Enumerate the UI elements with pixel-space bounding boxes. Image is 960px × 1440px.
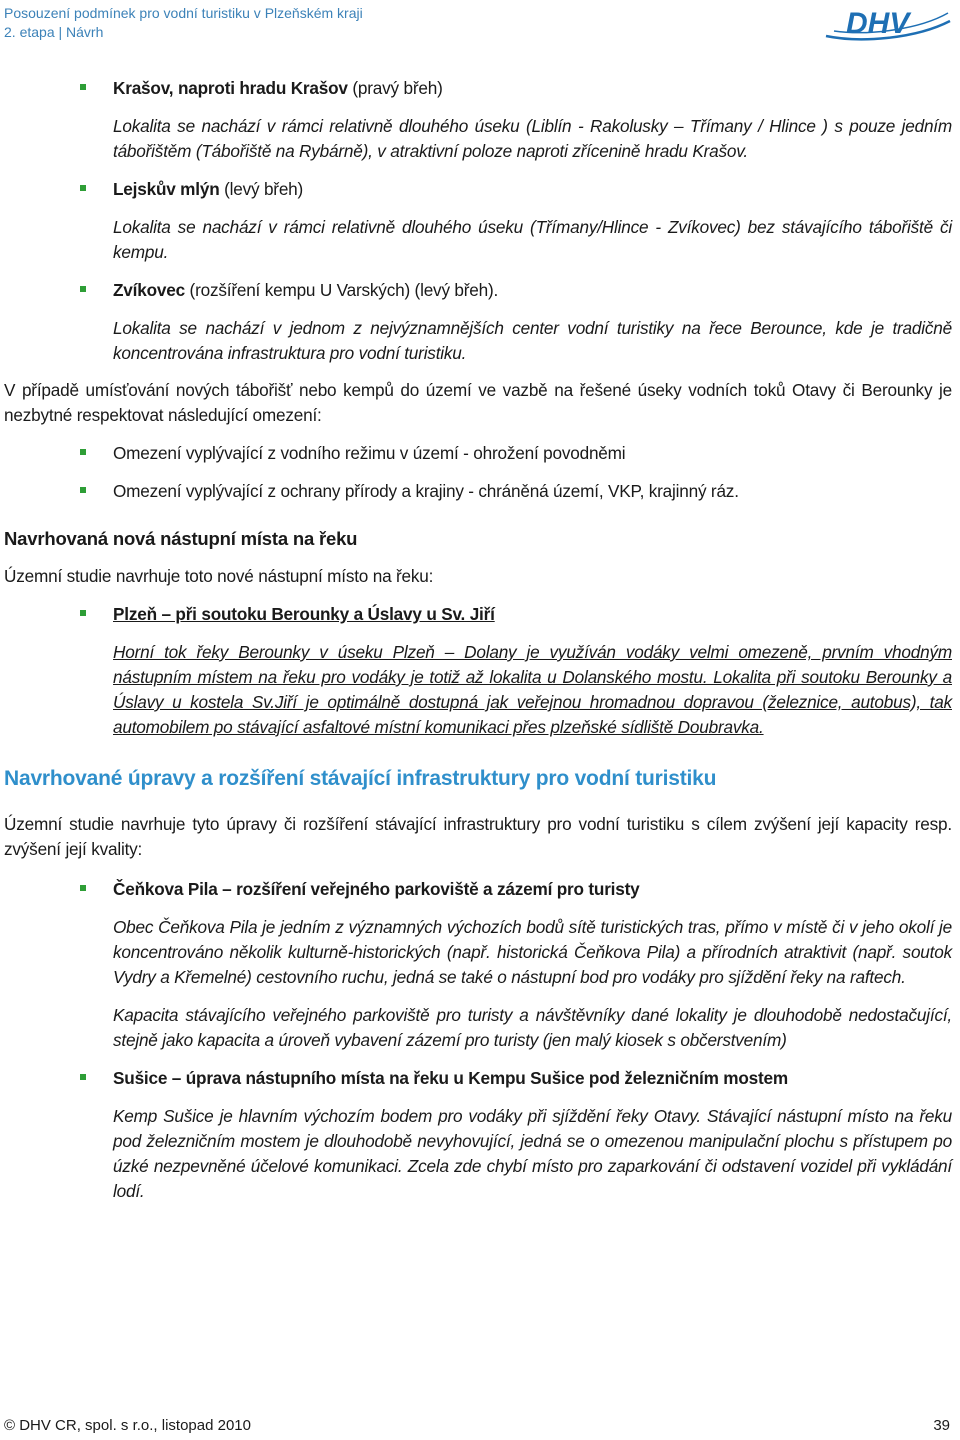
dhv-logo (820, 3, 956, 45)
list-item: Omezení vyplývající z ochrany přírody a krajiny - chráněná území, VKP, krajinný ráz. (4, 479, 952, 504)
bullet-square-icon (80, 610, 86, 616)
list-item: Omezení vyplývající z vodního režimu v území - ohrožení povodněmi (4, 441, 952, 466)
page-number: 39 (933, 1417, 950, 1434)
bullet-item-krasov: Krašov, naproti hradu Krašov (pravý břeh) (4, 76, 952, 101)
nastupni-mista-intro: Územní studie navrhuje toto nové nástupní místo na řeku: (4, 566, 434, 586)
omezeni-intro: V případě umísťování nových tábořišť nebo kempů do území ve vazbě na řešené úseky vodních toků Otavy či Berounky je nezbytné respektovat následující omezení: (4, 380, 952, 425)
lejskuv-mlyn-description: Lokalita se nachází v rámci relativně dlouhého úseku (Třímany/Hlince - Zvíkovec) bez stávajícího tábořiště či kempu. (113, 217, 952, 262)
bullet-square-icon (80, 1074, 86, 1080)
footer-copyright: © DHV CR, spol. s r.o., listopad 2010 (4, 1417, 251, 1434)
page-content (4, 70, 952, 1204)
bullet-square-icon (80, 885, 86, 891)
header-subtitle: 2. etapa | Návrh (4, 24, 104, 40)
header-text (4, 4, 363, 42)
bullet-square-icon (80, 286, 86, 292)
bullet-item-lejskuv-mlyn: Lejskův mlýn (levý břeh) (4, 177, 952, 202)
zvikovec-description: Lokalita se nachází v jednom z nejvýznamnějších center vodní turistiky na řece Berounce, kde je tradičně koncentrována infrastruktura pro vodní turistiku. (113, 318, 952, 363)
plzen-description: Horní tok řeky Berounky v úseku Plzeň – Dolany je využíván vodáky velmi omezeně, prvním vhodným nástupním místem na řeku pro vodáky je totiž až lokalita u Dolanského mostu. Lokalita při soutoku Berounky a Úslavy u kostela Sv.Jiří je optimálně dostupná jak veřejnou hromadnou dopravou (železnice, autobus), tak automobilem po stávající asfaltové místní komunikaci přes plzeňské sídliště Doubravka. (113, 642, 952, 737)
bullet-item-cenkova-pila: Čeňkova Pila – rozšíření veřejného parkoviště a zázemí pro turisty (4, 877, 952, 902)
bullet-item-zvikovec: Zvíkovec (rozšíření kempu U Varských) (levý břeh). (4, 278, 952, 303)
bullet-item-susice: Sušice – úprava nástupního místa na řeku u Kempu Sušice pod železničním mostem (4, 1066, 952, 1091)
section-heading-upravy: Navrhované úpravy a rozšíření stávající infrastruktury pro vodní turistiku (4, 767, 717, 790)
section-heading-nastupni-mista: Navrhovaná nová nástupní místa na řeku (4, 528, 358, 549)
upravy-intro: Územní studie navrhuje tyto úpravy či rozšíření stávající infrastruktury pro vodní turistiku s cílem zvýšení její kapacity resp. zvýšení její kvality: (4, 814, 952, 859)
cenkova-pila-description: Obec Čeňkova Pila je jedním z významných výchozích bodů sítě turistických tras, přímo v místě či v jeho okolí je koncentrováno několik kulturně-historických (např. historická Čeňkova Pila) a přírodních atraktivit (např. soutok Vydry a Křemelné) cestovního ruchu, jedná se také o nástupní bod pro vodáky pro sjíždění řeky na raftech. (113, 917, 952, 987)
header-title: Posouzení podmínek pro vodní turistiku v Plzeňském kraji (4, 5, 363, 21)
bullet-square-icon (80, 185, 86, 191)
susice-description: Kemp Sušice je hlavním výchozím bodem pro vodáky při sjíždění řeky Otavy. Stávající nástupní místo na řeku pod železničním mostem je dlouhodobě nevyhovující, jedná se o omezenou manipulační plochu s přístupem po úzké nezpevněné účelové komunikaci. Zcela zde chybí místo pro zaparkování či odstavení vozidel při vykládání lodí. (113, 1106, 952, 1201)
krasov-description: Lokalita se nachází v rámci relativně dlouhého úseku (Liblín - Rakolusky – Třímany / Hlince ) s pouze jedním tábořištěm (Tábořiště na Rybárně), v atraktivní poloze naproti zřícenině hradu Krašov. (113, 116, 952, 161)
bullet-square-icon (80, 487, 86, 493)
cenkova-pila-capacity: Kapacita stávajícího veřejného parkoviště pro turisty a návštěvníky dané lokality je dlouhodobě nedostačující, stejně jako kapacita a úroveň vybavení zázemí pro turisty (jen malý kiosek s občerstvením) (113, 1005, 952, 1050)
bullet-square-icon (80, 84, 86, 90)
bullet-square-icon (80, 449, 86, 455)
svg-text:DHV: DHV (846, 7, 910, 40)
bullet-item-plzen: Plzeň – při soutoku Berounky a Úslavy u Sv. Jiří (4, 602, 952, 627)
